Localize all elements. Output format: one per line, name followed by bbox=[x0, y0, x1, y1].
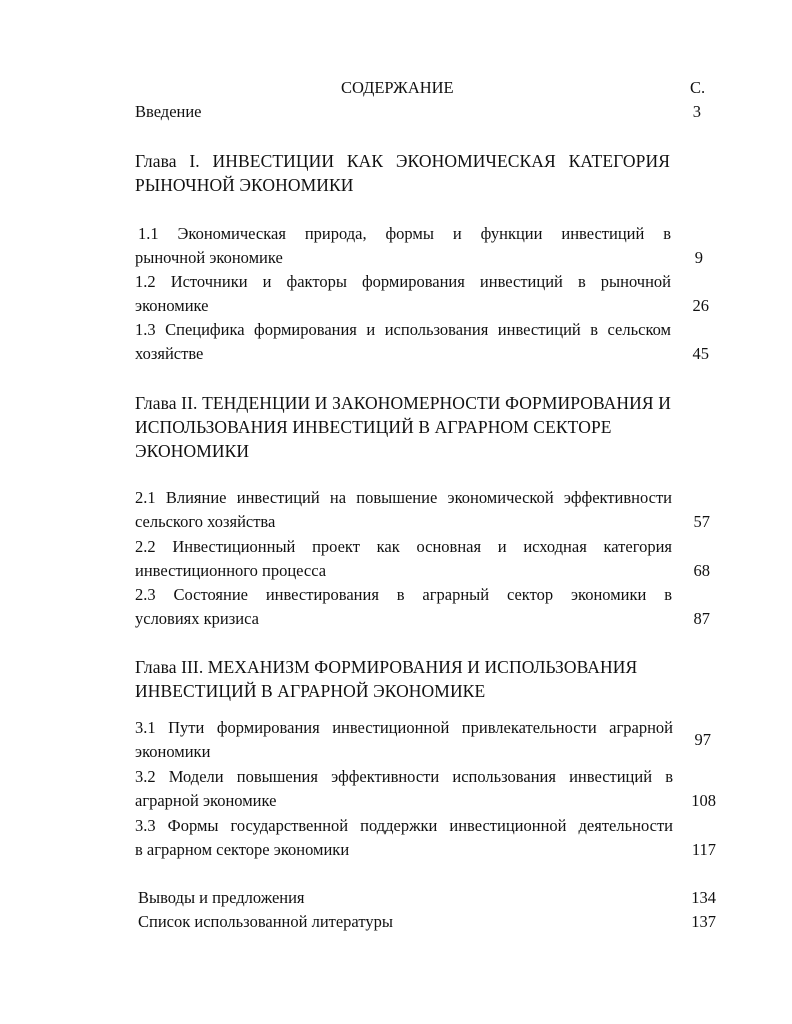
chapter1-title-line1: Глава I. ИНВЕСТИЦИИ КАК ЭКОНОМИЧЕСКАЯ КАТЕГОРИЯ bbox=[135, 151, 670, 171]
toc-item-1-3-line2: хозяйстве bbox=[135, 344, 204, 363]
toc-item-2-2-page: 68 bbox=[693, 561, 710, 580]
toc-item-3-1-line2: экономики bbox=[135, 742, 211, 761]
toc-item-3-3-line1: 3.3 Формы государственной поддержки инвестиционной деятельности bbox=[135, 816, 673, 835]
toc-item-3-2-line2: аграрной экономике bbox=[135, 791, 277, 810]
chapter2-title-line2: ИСПОЛЬЗОВАНИЯ ИНВЕСТИЦИЙ В АГРАРНОМ СЕКТОРЕ bbox=[135, 417, 612, 437]
toc-item-2-2-line1: 2.2 Инвестиционный проект как основная и исходная категория bbox=[135, 537, 672, 556]
page-column-label: С. bbox=[690, 78, 706, 97]
toc-item-3-1-line1: 3.1 Пути формирования инвестиционной привлекательности аграрной bbox=[135, 718, 673, 737]
toc-item-1-2-line2: экономике bbox=[135, 296, 209, 315]
conclusions-label: Выводы и предложения bbox=[138, 888, 305, 907]
toc-item-2-1-line1: 2.1 Влияние инвестиций на повышение экономической эффективности bbox=[135, 488, 672, 507]
toc-item-1-1-page: 9 bbox=[694, 248, 703, 267]
toc-item-3-3-line2: в аграрном секторе экономики bbox=[135, 840, 350, 859]
toc-item-2-3-line1: 2.3 Состояние инвестирования в аграрный сектор экономики в bbox=[135, 585, 672, 604]
intro-label: Введение bbox=[135, 102, 202, 121]
chapter2-title-line1: Глава II. ТЕНДЕНЦИИ И ЗАКОНОМЕРНОСТИ ФОРМИРОВАНИЯ И bbox=[135, 393, 671, 413]
toc-item-3-2-line1: 3.2 Модели повышения эффективности использования инвестиций в bbox=[135, 767, 673, 786]
toc-item-1-2-page: 26 bbox=[692, 296, 709, 315]
chapter3-title-line1: Глава III. МЕХАНИЗМ ФОРМИРОВАНИЯ И ИСПОЛЬЗОВАНИЯ bbox=[135, 657, 638, 677]
toc-item-1-1-line1: 1.1 Экономическая природа, формы и функции инвестиций в bbox=[138, 224, 671, 243]
toc-item-2-3-line2: условиях кризиса bbox=[135, 609, 259, 628]
chapter1-title-line2: РЫНОЧНОЙ ЭКОНОМИКИ bbox=[135, 175, 354, 195]
toc-item-1-2-line1: 1.2 Источники и факторы формирования инвестиций в рыночной bbox=[135, 272, 671, 291]
chapter3-title-line2: ИНВЕСТИЦИЙ В АГРАРНОЙ ЭКОНОМИКЕ bbox=[135, 681, 486, 701]
toc-item-1-1-line2: рыночной экономике bbox=[135, 248, 283, 267]
toc-item-1-3-line1: 1.3 Специфика формирования и использования инвестиций в сельском bbox=[135, 320, 671, 339]
toc-item-2-3-page: 87 bbox=[693, 609, 710, 628]
toc-item-3-2-page: 108 bbox=[691, 791, 716, 810]
toc-item-1-3-page: 45 bbox=[692, 344, 709, 363]
conclusions-page: 134 bbox=[691, 888, 716, 907]
toc-item-3-3-page: 117 bbox=[691, 840, 716, 859]
toc-item-3-1-page: 97 bbox=[694, 730, 711, 749]
toc-item-2-1-page: 57 bbox=[693, 512, 710, 531]
intro-page: 3 bbox=[692, 102, 701, 121]
chapter2-title-line3: ЭКОНОМИКИ bbox=[135, 441, 250, 461]
page-title: СОДЕРЖАНИЕ bbox=[341, 78, 454, 97]
toc-item-2-1-line2: сельского хозяйства bbox=[135, 512, 276, 531]
toc-item-2-2-line2: инвестиционного процесса bbox=[135, 561, 327, 580]
references-label: Список использованной литературы bbox=[138, 912, 393, 931]
references-page: 137 bbox=[691, 912, 716, 931]
